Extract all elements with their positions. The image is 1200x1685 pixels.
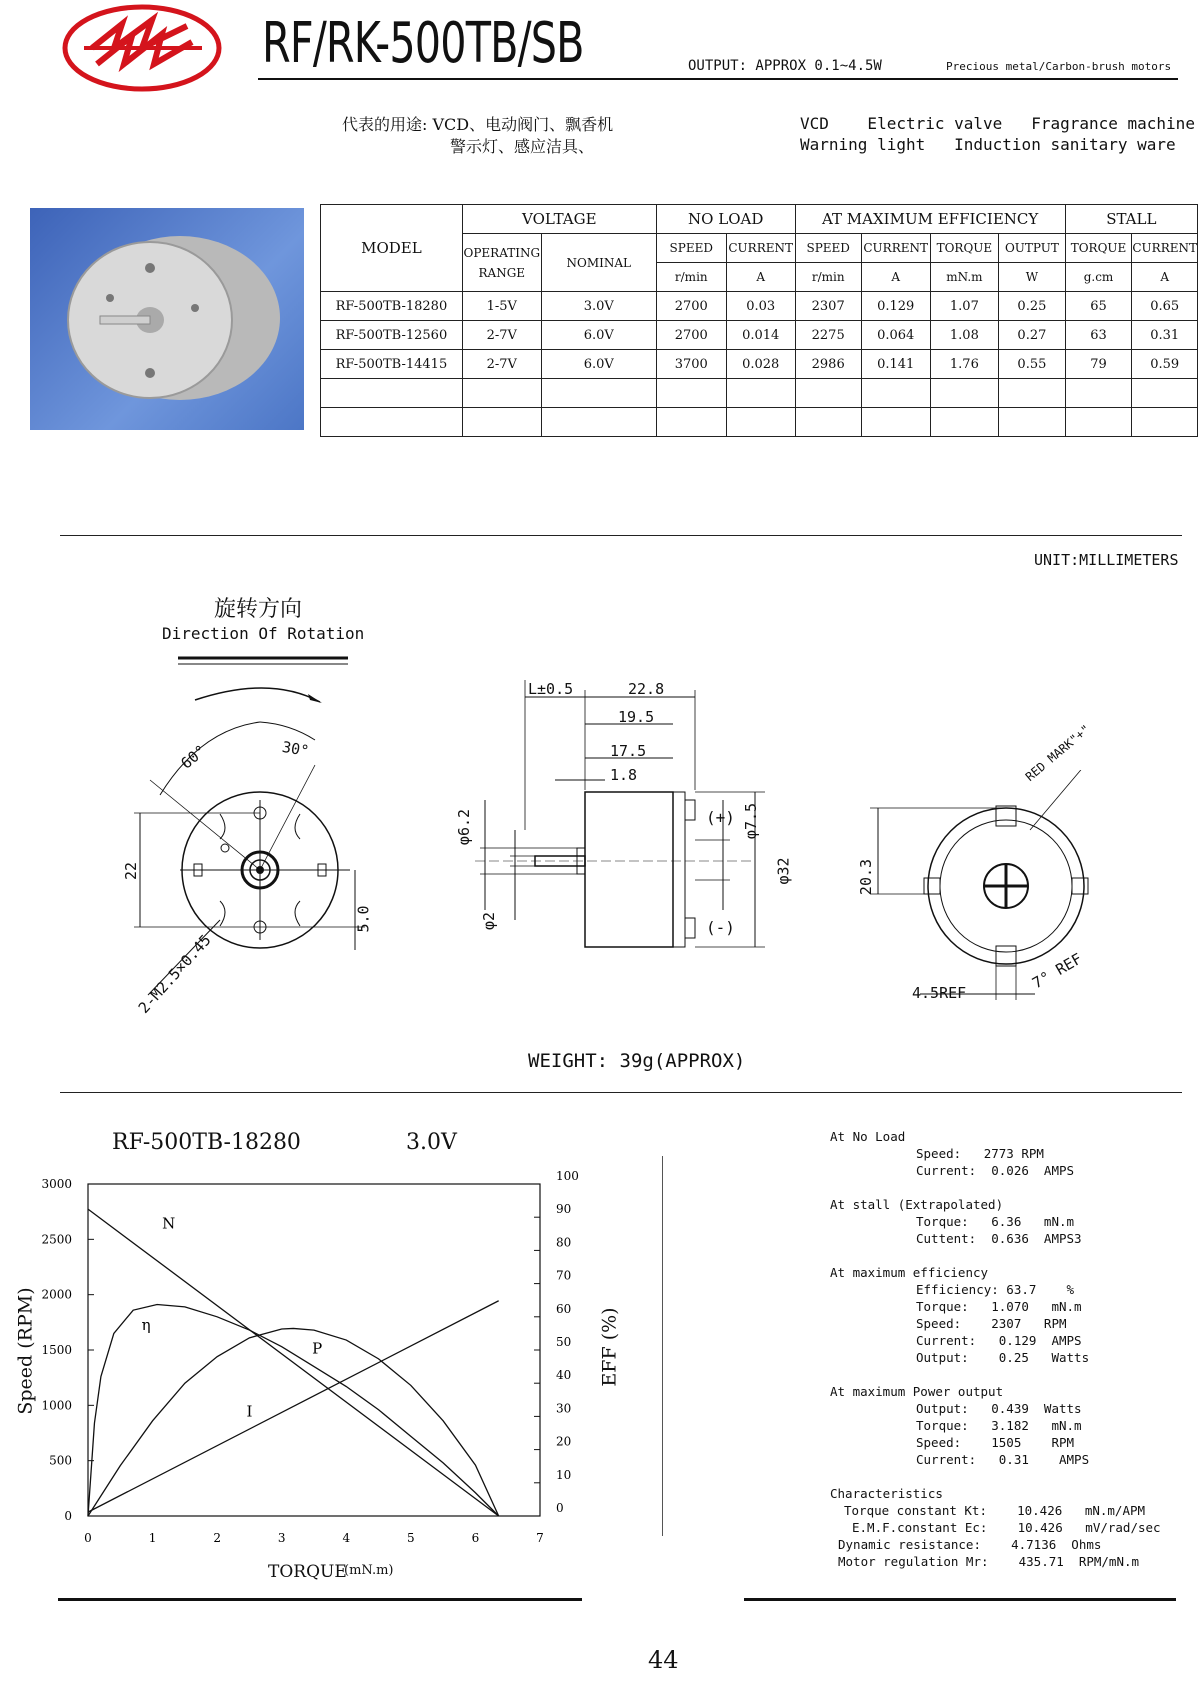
unit: A (1132, 263, 1198, 292)
stat-line: Dynamic resistance: 4.7136 Ohms (838, 1537, 1102, 1552)
weight-label: WEIGHT: 39g(APPROX) (528, 1050, 746, 1072)
y-tick-label: 1000 (41, 1398, 72, 1413)
chart-voltage: 3.0V (406, 1130, 457, 1155)
table-cell-nl-speed: 3700 (656, 350, 726, 379)
dim-phi-32: φ32 (774, 857, 793, 885)
col-me-output: OUTPUT (999, 234, 1066, 263)
y-tick-label: 2500 (41, 1232, 72, 1247)
col-me-torque: TORQUE (930, 234, 999, 263)
x-axis-unit: (mN.m) (344, 1563, 394, 1578)
table-cell-nl-current: 0.014 (726, 321, 795, 350)
y-axis-label: Speed (RPM) (14, 1287, 37, 1415)
usage-cn-2: 警示灯、感应洁具、 (450, 137, 595, 156)
col-me-current: CURRENT (861, 234, 930, 263)
dim-phi-7-5: φ7.5 (742, 802, 761, 840)
stat-line: Efficiency: 63.7 % (916, 1282, 1075, 1297)
table-cell-st-current: 0.59 (1132, 350, 1198, 379)
col-max-eff: AT MAXIMUM EFFICIENCY (795, 205, 1065, 234)
x-tick-label: 6 (471, 1531, 480, 1545)
stat-heading: At maximum efficiency (830, 1265, 989, 1280)
stat-line: Torque: 1.070 mN.m (916, 1299, 1082, 1314)
y2-tick-label: 30 (556, 1401, 572, 1416)
stat-line: Speed: 1505 RPM (916, 1435, 1075, 1450)
col-st-torque: TORQUE (1065, 234, 1132, 263)
table-cell-me-torque: 1.76 (930, 350, 999, 379)
dim-1-8: 1.8 (610, 766, 638, 784)
footer-rule (58, 1598, 582, 1601)
col-nl-speed: SPEED (656, 234, 726, 263)
col-stall: STALL (1065, 205, 1197, 234)
dim-L: L±0.5 (528, 680, 574, 698)
series-label-p: P (312, 1339, 323, 1358)
chart-title: RF-500TB-18280 (112, 1130, 301, 1155)
unit: A (726, 263, 795, 292)
title-rule (258, 78, 1178, 80)
dim-22: 22 (122, 861, 141, 881)
col-nominal: NOMINAL (541, 234, 656, 292)
divider (60, 535, 1182, 536)
dim-screw: 2-M2.5×0.45 (134, 931, 215, 1017)
x-tick-label: 1 (148, 1531, 157, 1545)
dim-phi-2: φ2 (480, 911, 499, 931)
table-cell-st-torque: 65 (1065, 292, 1132, 321)
chart-divider (662, 1156, 663, 1536)
rotation-cn: 旋转方向 (214, 597, 303, 622)
stat-line: E.M.F.constant Ec: 10.426 mV/rad/sec (852, 1520, 1161, 1535)
usage-en-1: VCD Electric valve Fragrance machine (800, 114, 1195, 133)
unit: r/min (795, 263, 861, 292)
table-cell-st-current: 0.65 (1132, 292, 1198, 321)
table-cell-nominal: 6.0V (541, 321, 656, 350)
rotation-en: Direction Of Rotation (162, 624, 365, 643)
table-cell-me-speed: 2986 (795, 350, 861, 379)
series-line-p (88, 1328, 499, 1516)
y2-tick-label: 0 (556, 1501, 564, 1515)
series-label-eta: η (141, 1316, 151, 1335)
y2-tick-label: 50 (556, 1335, 572, 1349)
col-model: MODEL (321, 205, 463, 292)
table-cell-model: RF-500TB-12560 (321, 321, 463, 350)
x-tick-label: 4 (342, 1531, 351, 1545)
table-cell-me-speed: 2275 (795, 321, 861, 350)
x-tick-label: 0 (84, 1531, 92, 1545)
table-cell-st-current: 0.31 (1132, 321, 1198, 350)
y-tick-label: 3000 (41, 1177, 72, 1191)
dim-17-5: 17.5 (610, 742, 647, 760)
y-tick-label: 0 (64, 1509, 72, 1523)
unit-label: UNIT:MILLIMETERS (1034, 551, 1179, 569)
y2-tick-label: 90 (556, 1202, 572, 1217)
col-no-load: NO LOAD (656, 205, 795, 234)
unit: W (999, 263, 1066, 292)
y2-tick-label: 100 (556, 1169, 579, 1183)
table-cell-me-current: 0.141 (861, 350, 930, 379)
table-cell-st-torque: 79 (1065, 350, 1132, 379)
stat-line: Speed: 2307 RPM (916, 1316, 1067, 1331)
table-cell-range: 2-7V (462, 321, 541, 350)
stat-line: Torque constant Kt: 10.426 mN.m/APM (844, 1503, 1146, 1518)
table-cell-me-current: 0.129 (861, 292, 930, 321)
y-tick-label: 500 (49, 1453, 72, 1468)
terminal-plus: (+) (706, 808, 735, 827)
y2-tick-label: 80 (556, 1235, 572, 1250)
footer-rule (744, 1598, 1176, 1601)
stat-line: Torque: 3.182 mN.m (916, 1418, 1082, 1433)
divider (60, 1092, 1182, 1093)
dim-7-ref: 7° REF (1029, 949, 1086, 993)
stat-line: Current: 0.026 AMPS (916, 1163, 1075, 1178)
series-label-n: N (162, 1214, 176, 1233)
spec-table (320, 204, 1198, 437)
table-cell-me-torque: 1.08 (930, 321, 999, 350)
unit: r/min (656, 263, 726, 292)
brand-logo (62, 4, 222, 92)
series-label-i: I (246, 1402, 253, 1421)
table-cell-me-current: 0.064 (861, 321, 930, 350)
table-cell-nl-speed: 2700 (656, 292, 726, 321)
stat-heading: At stall (Extrapolated) (830, 1197, 1004, 1212)
unit: A (861, 263, 930, 292)
table-cell-model: RF-500TB-14415 (321, 350, 463, 379)
y-tick-label: 2000 (41, 1287, 72, 1302)
table-cell-nl-current: 0.028 (726, 350, 795, 379)
col-st-current: CURRENT (1132, 234, 1198, 263)
col-voltage: VOLTAGE (462, 205, 656, 234)
table-cell-nl-speed: 2700 (656, 321, 726, 350)
unit: mN.m (930, 263, 999, 292)
y2-tick-label: 40 (556, 1368, 572, 1383)
stat-line: Output: 0.439 Watts (916, 1401, 1082, 1416)
table-cell-nl-current: 0.03 (726, 292, 795, 321)
col-me-speed: SPEED (795, 234, 861, 263)
col-nl-current: CURRENT (726, 234, 795, 263)
model-title: RF/RK-500TB/SB (262, 11, 584, 76)
stat-line: Torque: 6.36 mN.m (916, 1214, 1075, 1229)
stat-line: Current: 0.129 AMPS (916, 1333, 1082, 1348)
stat-line: Speed: 2773 RPM (916, 1146, 1044, 1161)
y2-tick-label: 10 (556, 1467, 572, 1482)
y2-tick-label: 60 (556, 1301, 572, 1316)
col-operating-range: OPERATING RANGE (462, 234, 541, 292)
y2-tick-label: 70 (556, 1268, 572, 1283)
dim-22-8: 22.8 (628, 680, 665, 698)
table-row (321, 321, 1198, 350)
x-tick-label: 5 (407, 1531, 415, 1545)
y-tick-label: 1500 (41, 1343, 72, 1357)
usage-en-2: Warning light Induction sanitary ware (800, 135, 1176, 154)
red-mark-label: RED MARK"+" (1022, 722, 1093, 784)
x-axis-label: TORQUE (268, 1562, 347, 1582)
x-tick-label: 3 (277, 1531, 286, 1545)
stats-panel (830, 1128, 1161, 1570)
table-cell-me-output: 0.25 (999, 292, 1066, 321)
table-cell-me-output: 0.55 (999, 350, 1066, 379)
dim-5: 5.0 (354, 905, 373, 933)
table-cell-nominal: 3.0V (541, 292, 656, 321)
dim-20-3: 20.3 (857, 858, 876, 896)
motor-photo (30, 208, 304, 430)
table-cell-me-speed: 2307 (795, 292, 861, 321)
x-tick-label: 7 (536, 1531, 544, 1545)
table-cell-range: 2-7V (462, 350, 541, 379)
table-cell-me-output: 0.27 (999, 321, 1066, 350)
performance-chart (0, 1160, 640, 1560)
table-cell-st-torque: 63 (1065, 321, 1132, 350)
terminal-minus: (-) (706, 918, 735, 937)
stat-heading: Characteristics (830, 1486, 943, 1501)
y2-axis-label: EFF (%) (598, 1307, 621, 1387)
stat-heading: At No Load (830, 1129, 906, 1144)
stat-line: Cuttent: 0.636 AMPS3 (916, 1231, 1082, 1246)
unit: g.cm (1065, 263, 1132, 292)
dim-60: 60° (177, 741, 210, 773)
y2-tick-label: 20 (556, 1434, 572, 1449)
dim-19-5: 19.5 (618, 708, 655, 726)
table-cell-nominal: 6.0V (541, 350, 656, 379)
table-cell-me-torque: 1.07 (930, 292, 999, 321)
x-tick-label: 2 (213, 1531, 221, 1545)
dim-30: 30° (280, 737, 311, 761)
series-line-n (88, 1209, 499, 1516)
dim-4-5-ref: 4.5REF (912, 984, 967, 1002)
motor-type: Precious metal/Carbon-brush motors (946, 60, 1172, 73)
table-cell-model: RF-500TB-18280 (321, 292, 463, 321)
dim-phi-6-2: φ6.2 (455, 808, 474, 846)
page-number: 44 (648, 1646, 679, 1674)
stat-line: Output: 0.25 Watts (916, 1350, 1090, 1365)
stat-line: Motor regulation Mr: 435.71 RPM/mN.m (838, 1554, 1140, 1569)
series-line-eta (88, 1305, 499, 1516)
output-range: OUTPUT: APPROX 0.1~4.5W (688, 58, 882, 74)
table-row (321, 350, 1198, 379)
stat-line: Current: 0.31 AMPS (916, 1452, 1090, 1467)
table-row (321, 292, 1198, 321)
usage-cn-1: 代表的用途: VCD、电动阀门、飘香机 (342, 115, 614, 134)
stat-heading: At maximum Power output (830, 1384, 1004, 1399)
table-cell-range: 1-5V (462, 292, 541, 321)
